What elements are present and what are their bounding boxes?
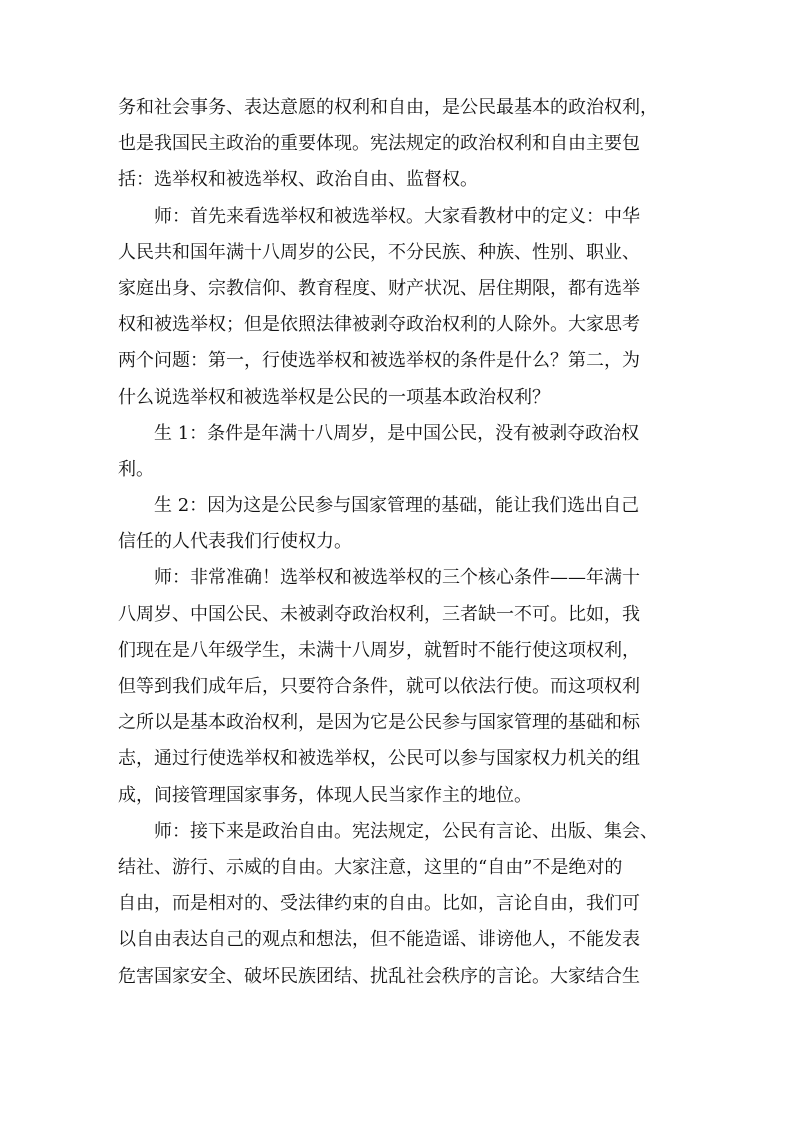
text-line: 什么说选举权和被选举权是公民的一项基本政治权利？ [118, 386, 550, 408]
document-body [118, 90, 688, 995]
text-line: 之所以是基本政治权利，是因为它是公民参与国家管理的基础和标 [118, 712, 640, 734]
text-line: 信任的人代表我们行使权力。 [118, 531, 352, 553]
text-line: 师：首先来看选举权和被选举权。大家看教材中的定义：中华 [136, 205, 640, 227]
text-line: 师：非常准确！选举权和被选举权的三个核心条件——年满十 [136, 567, 640, 589]
text-line: 八周岁、中国公民、未被剥夺政治权利，三者缺一不可。比如，我 [118, 603, 640, 625]
text-line: 务和社会事务、表达意愿的权利和自由，是公民最基本的政治权利， [118, 97, 658, 118]
text-line: 志，通过行使选举权和被选举权，公民可以参与国家权力机关的组 [118, 748, 640, 770]
text-line: 以自由表达自己的观点和想法，但不能造谣、诽谤他人，不能发表 [118, 929, 640, 951]
text-line: 生 2：因为这是公民参与国家管理的基础，能让我们选出自己 [136, 495, 640, 517]
text-line: 结社、游行、示威的自由。大家注意，这里的“自由”不是绝对的 [118, 856, 623, 878]
text-line: 但等到我们成年后，只要符合条件，就可以依法行使。而这项权利 [118, 676, 640, 697]
text-line: 危害国家安全、破坏民族团结、扰乱社会秩序的言论。大家结合生 [118, 965, 640, 987]
text-line: 成，间接管理国家事务，体现人民当家作主的地位。 [118, 784, 532, 806]
text-line: 权和被选举权；但是依照法律被剥夺政治权利的人除外。大家思考 [118, 314, 640, 336]
text-line: 也是我国民主政治的重要体现。宪法规定的政治权利和自由主要包 [118, 133, 640, 155]
text-line: 自由，而是相对的、受法律约束的自由。比如，言论自由，我们可 [118, 893, 640, 915]
text-line: 人民共和国年满十八周岁的公民，不分民族、种族、性别、职业、 [118, 241, 640, 263]
text-line: 括：选举权和被选举权、政治自由、监督权。 [118, 169, 478, 191]
text-line: 们现在是八年级学生，未满十八周岁，就暂时不能行使这项权利， [118, 639, 640, 661]
text-line: 生 1：条件是年满十八周岁，是中国公民，没有被剥夺政治权 [136, 422, 640, 444]
text-line: 两个问题：第一，行使选举权和被选举权的条件是什么？第二，为 [118, 350, 640, 372]
text-line: 利。 [118, 458, 154, 480]
text-line: 家庭出身、宗教信仰、教育程度、财产状况、居住期限，都有选举 [118, 277, 640, 299]
text-line: 师：接下来是政治自由。宪法规定，公民有言论、出版、集会、 [136, 820, 658, 842]
